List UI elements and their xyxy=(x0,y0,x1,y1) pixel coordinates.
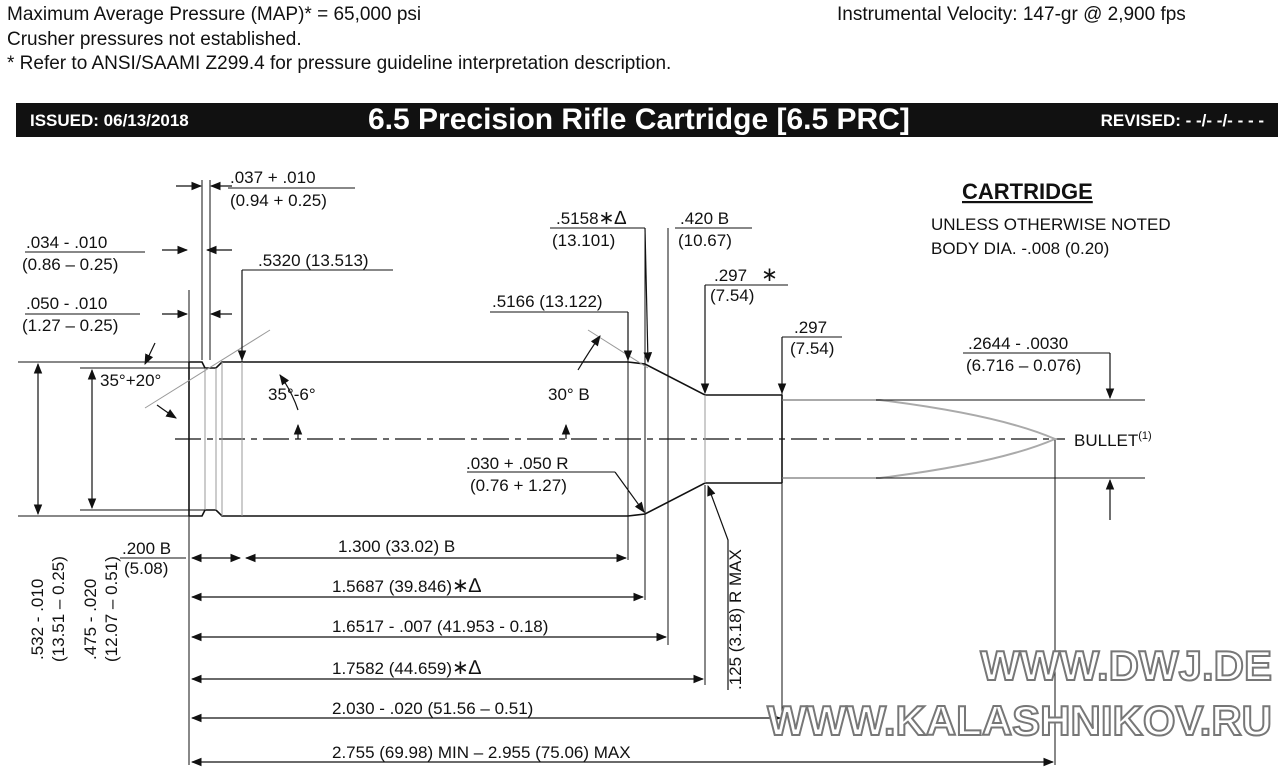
body-diameter: .5166 (13.122) xyxy=(492,292,603,311)
notes-line-2: BODY DIA. -.008 (0.20) xyxy=(931,239,1110,258)
neck-length-mm: (10.67) xyxy=(678,231,732,250)
neck-diameter-1-in: .297 ∗ xyxy=(714,264,778,286)
groove-length-in: .200 B xyxy=(122,539,172,558)
refer-text: * Refer to ANSI/SAAMI Z299.4 for pressure guideline interpretation description. xyxy=(7,53,672,74)
shoulder-diameter-mm: (13.101) xyxy=(552,231,616,250)
bullet-diameter-in: .2644 - .0030 xyxy=(968,334,1069,353)
watermark-dwj: WWW.DWJ.DE xyxy=(980,642,1272,689)
rim-diameter-in: .532 - .010 xyxy=(28,578,47,660)
shoulder-start-length: 1.5687 (39.846)∗∆ xyxy=(332,575,482,597)
groove-diameter-in: .475 - .020 xyxy=(81,578,100,660)
crusher-text: Crusher pressures not established. xyxy=(7,29,302,50)
groove-diameter-mm: (12.07 – 0.51) xyxy=(102,556,121,662)
watermark-kalashnikov: WWW.KALASHNIKOV.RU xyxy=(767,697,1272,744)
map-text: Maximum Average Pressure (MAP)* = 65,000 psi xyxy=(7,4,422,25)
body-angle: 35°-6° xyxy=(268,385,316,404)
case-length: 2.030 - .020 (51.56 – 0.51) xyxy=(332,699,534,718)
rim-thickness-mm: (0.94 + 0.25) xyxy=(230,191,327,210)
extractor-in: .034 - .010 xyxy=(26,233,108,252)
neck-diameter-2-mm: (7.54) xyxy=(790,339,835,358)
bevel-in: .050 - .010 xyxy=(26,294,108,313)
notes-line-1: UNLESS OTHERWISE NOTED xyxy=(931,215,1171,234)
neck-diameter-1-mm: (7.54) xyxy=(710,286,755,305)
rim-thickness-in: .037 + .010 xyxy=(230,168,316,187)
cartridge-heading: CARTRIDGE xyxy=(962,179,1093,204)
shoulder-angle: 30° B xyxy=(548,385,590,404)
groove-length-mm: (5.08) xyxy=(124,559,169,578)
body-length: 1.300 (33.02) B xyxy=(338,537,456,556)
bullet-diameter-mm: (6.716 – 0.076) xyxy=(966,356,1082,375)
overall-length: 2.755 (69.98) MIN – 2.955 (75.06) MAX xyxy=(332,743,631,762)
base-diameter: .5320 (13.513) xyxy=(258,251,369,270)
revised-date: REVISED: - -/- -/- - - - xyxy=(1100,111,1264,130)
shoulder-diameter-in: .5158∗∆ xyxy=(556,208,627,229)
neck-length-in: .420 B xyxy=(680,209,730,228)
rim-diameter-mm: (13.51 – 0.25) xyxy=(49,556,68,662)
neck-length: 1.7582 (44.659)∗∆ xyxy=(332,657,482,679)
drawing-title: 6.5 Precision Rifle Cartridge [6.5 PRC] xyxy=(368,103,910,136)
neck-diameter-2-in: .297 xyxy=(794,318,828,337)
shoulder-radius-in: .030 + .050 R xyxy=(466,454,569,473)
dimension-arrows xyxy=(38,186,1110,762)
rim-angle: 35°+20° xyxy=(100,371,162,390)
velocity-text: Instrumental Velocity: 147-gr @ 2,900 fps xyxy=(837,4,1186,25)
neck-start-length: 1.6517 - .007 (41.953 - 0.18) xyxy=(332,617,549,636)
bullet-label: BULLET$^{(1)}$ xyxy=(1074,430,1152,450)
bevel-mm: (1.27 – 0.25) xyxy=(22,316,119,335)
neck-radius: .125 (3.18) R MAX xyxy=(726,549,745,690)
issued-date: ISSUED: 06/13/2018 xyxy=(30,111,189,130)
extractor-mm: (0.86 – 0.25) xyxy=(22,255,119,274)
shoulder-radius-mm: (0.76 + 1.27) xyxy=(470,476,567,495)
